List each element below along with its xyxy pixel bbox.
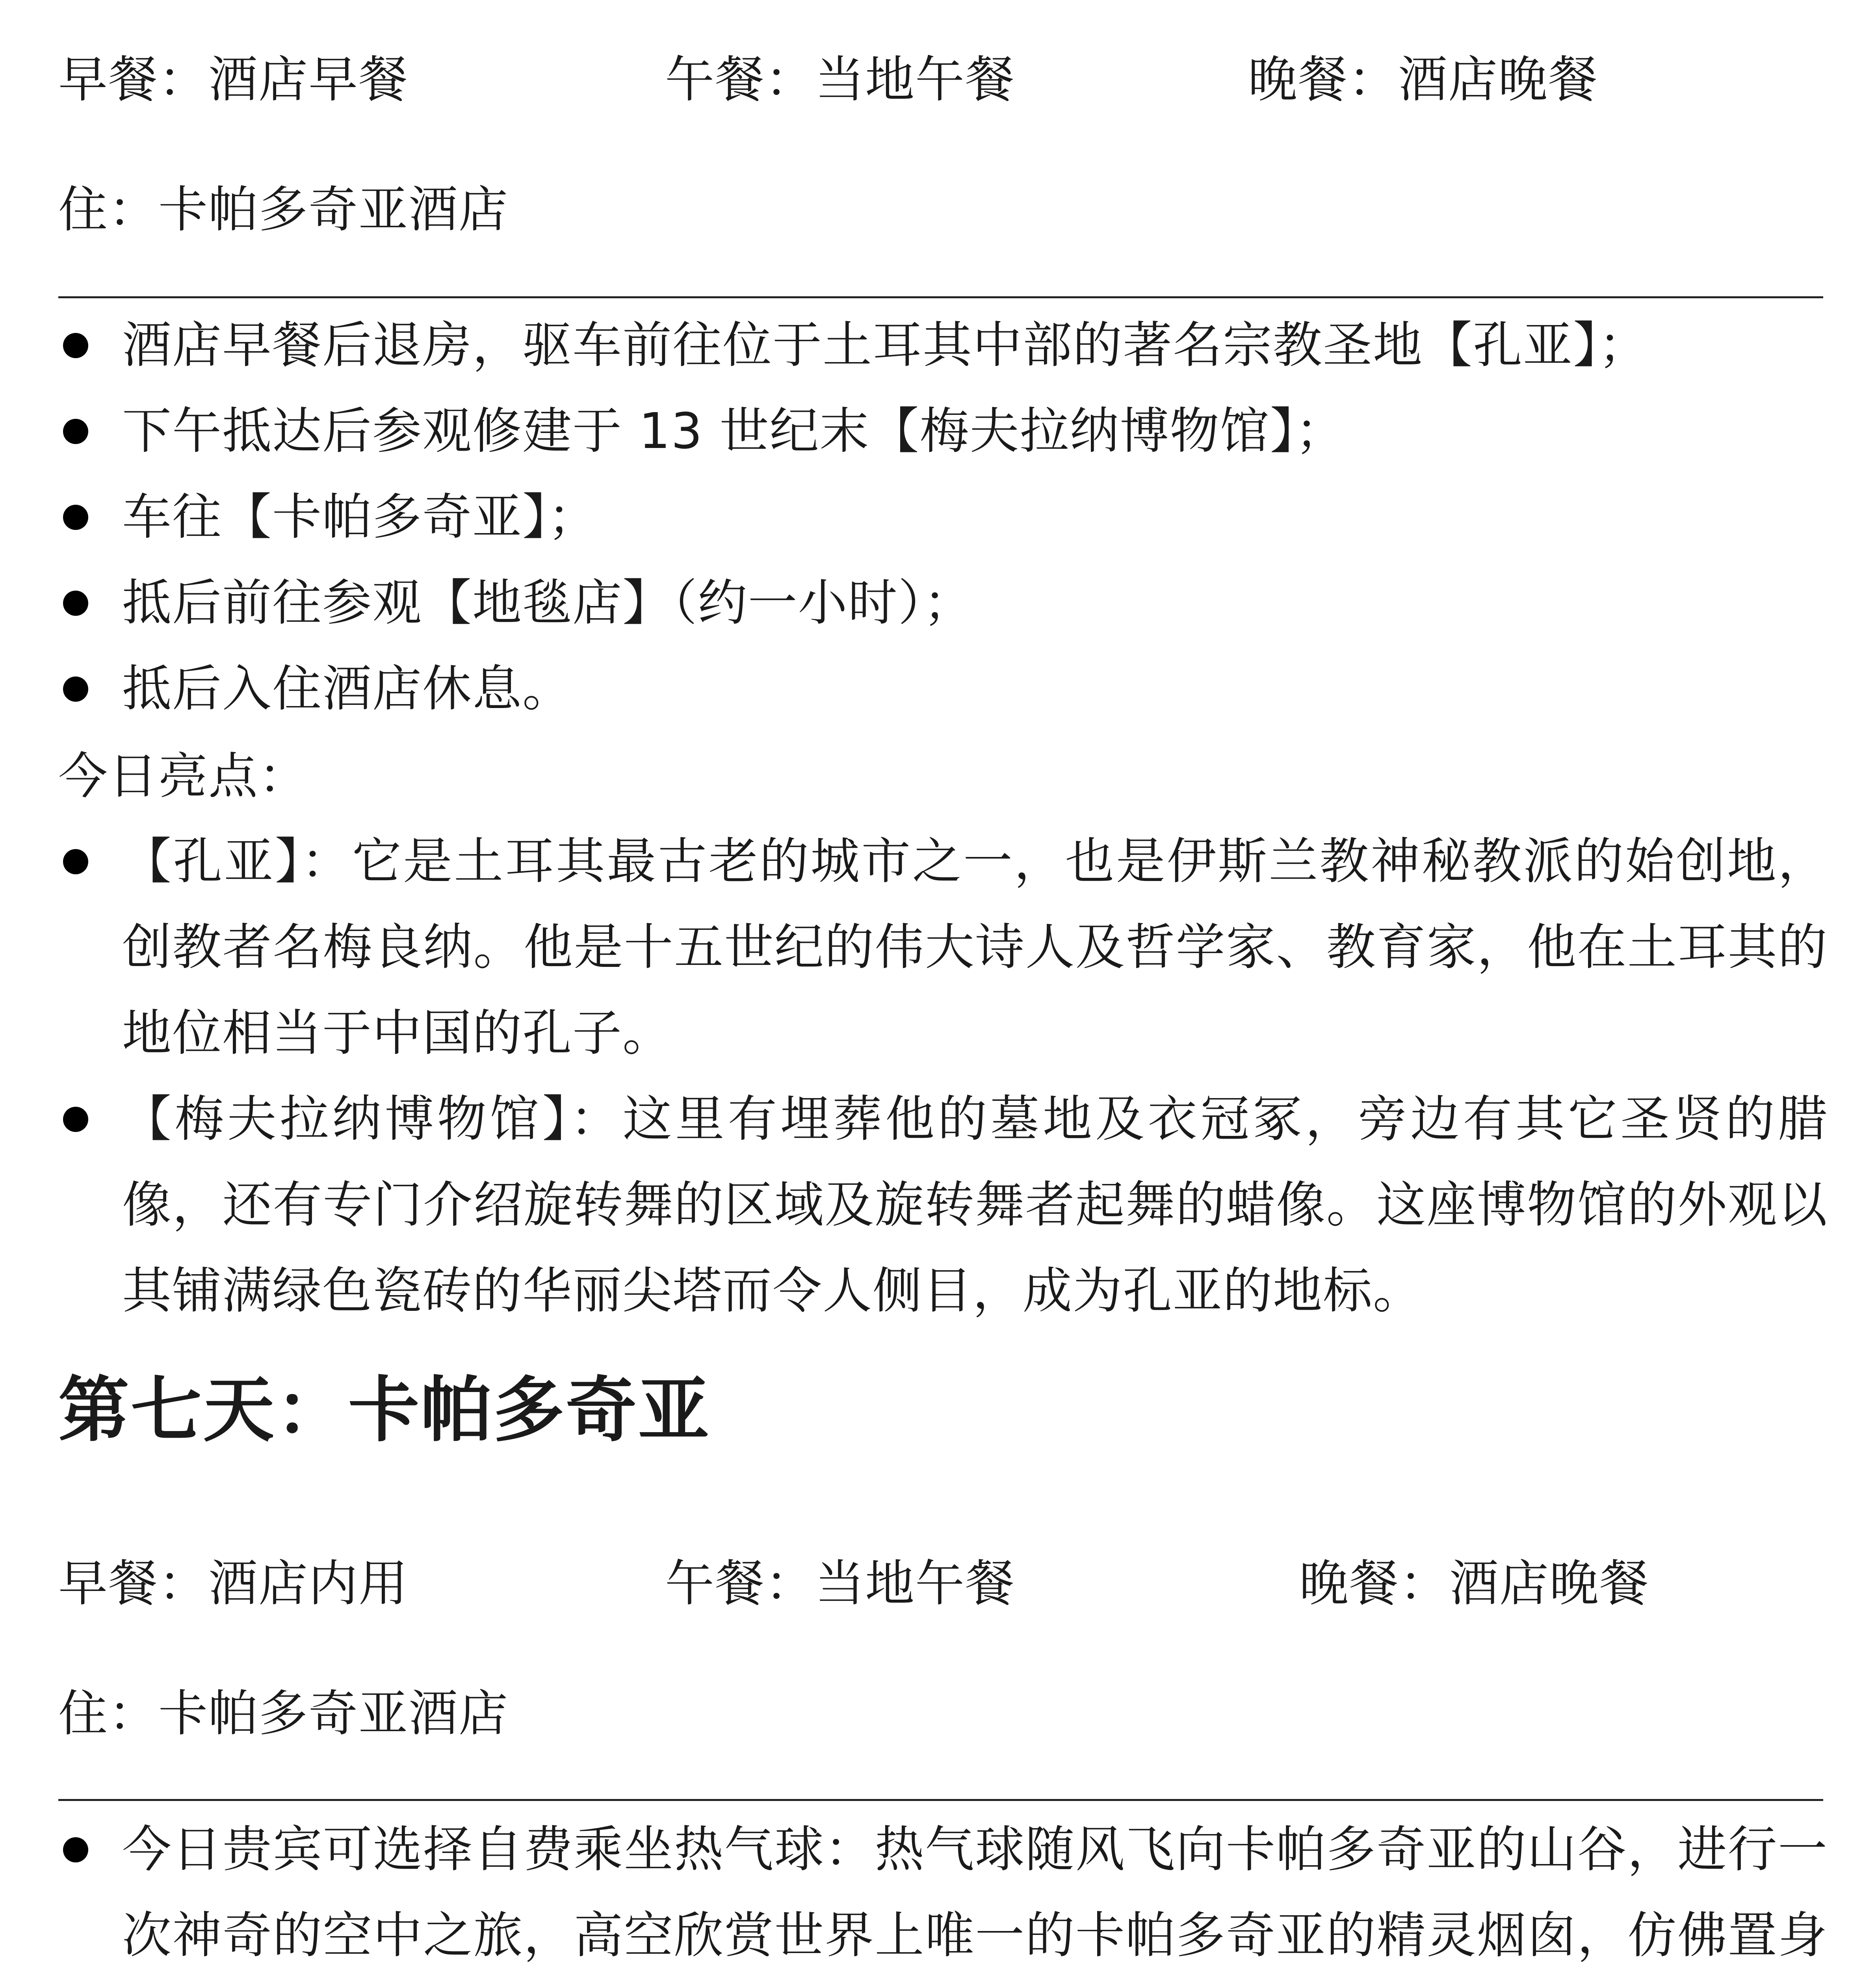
meal-breakfast: 早餐：酒店内用 xyxy=(58,1555,409,1612)
bullet-icon xyxy=(63,591,88,616)
itinerary-item: 车往【卡帕多奇亚】； xyxy=(122,489,598,546)
highlight-item: 【孔亚】：它是土耳其最古老的城市之一，也是伊斯兰教神秘教派的始创地，创教者名梅良纳。他是十五世纪的伟大诗人及哲学家、教育家，他在土耳其的地位相当于中国的孔子。 xyxy=(122,833,1828,1062)
meal-dinner: 晚餐：酒店晚餐 xyxy=(1248,51,1598,108)
bullet-icon xyxy=(63,333,88,358)
meal-lunch: 午餐：当地午餐 xyxy=(665,51,1015,108)
itinerary-item: 下午抵达后参观修建于 13 世纪末【梅夫拉纳博物馆】； xyxy=(122,403,1346,460)
highlights-title: 今日亮点： xyxy=(58,748,308,805)
bullet-icon xyxy=(63,1837,88,1862)
itinerary-item: 抵后前往参观【地毯店】（约一小时）； xyxy=(122,574,973,632)
itinerary-item: 酒店早餐后退房，驱车前往位于土耳其中部的著名宗教圣地【孔亚】； xyxy=(122,317,1649,374)
highlight-item: 【梅夫拉纳博物馆】：这里有埋葬他的墓地及衣冠冢，旁边有其它圣贤的腊像，还有专门介绍旋转舞的区域及旋转舞者起舞的蜡像。这座博物馆的外观以其铺满绿色瓷砖的华丽尖塔而令人侧目，成为孔亚的地标。 xyxy=(122,1091,1828,1320)
day-heading: 第七天：卡帕多奇亚 xyxy=(58,1369,711,1451)
accommodation: 住：卡帕多奇亚酒店 xyxy=(58,181,509,238)
bullet-icon xyxy=(63,505,88,530)
meal-lunch: 午餐：当地午餐 xyxy=(665,1555,1015,1612)
bullet-icon xyxy=(63,419,88,444)
meal-dinner: 晚餐：酒店晚餐 xyxy=(1299,1555,1649,1612)
divider-rule xyxy=(58,1799,1823,1801)
itinerary-item: 抵后入住酒店休息。 xyxy=(122,660,572,717)
accommodation: 住：卡帕多奇亚酒店 xyxy=(58,1685,509,1742)
divider-rule xyxy=(58,296,1823,298)
itinerary-item: 今日贵宾可选择自费乘坐热气球：热气球随风飞向卡帕多奇亚的山谷，进行一次神奇的空中之旅，高空欣赏世界上唯一的卡帕多奇亚的精灵烟囱，仿佛置身 xyxy=(122,1821,1828,1964)
bullet-icon xyxy=(63,676,88,702)
bullet-icon xyxy=(63,1107,88,1132)
bullet-icon xyxy=(63,849,88,874)
meal-breakfast: 早餐：酒店早餐 xyxy=(58,51,409,108)
